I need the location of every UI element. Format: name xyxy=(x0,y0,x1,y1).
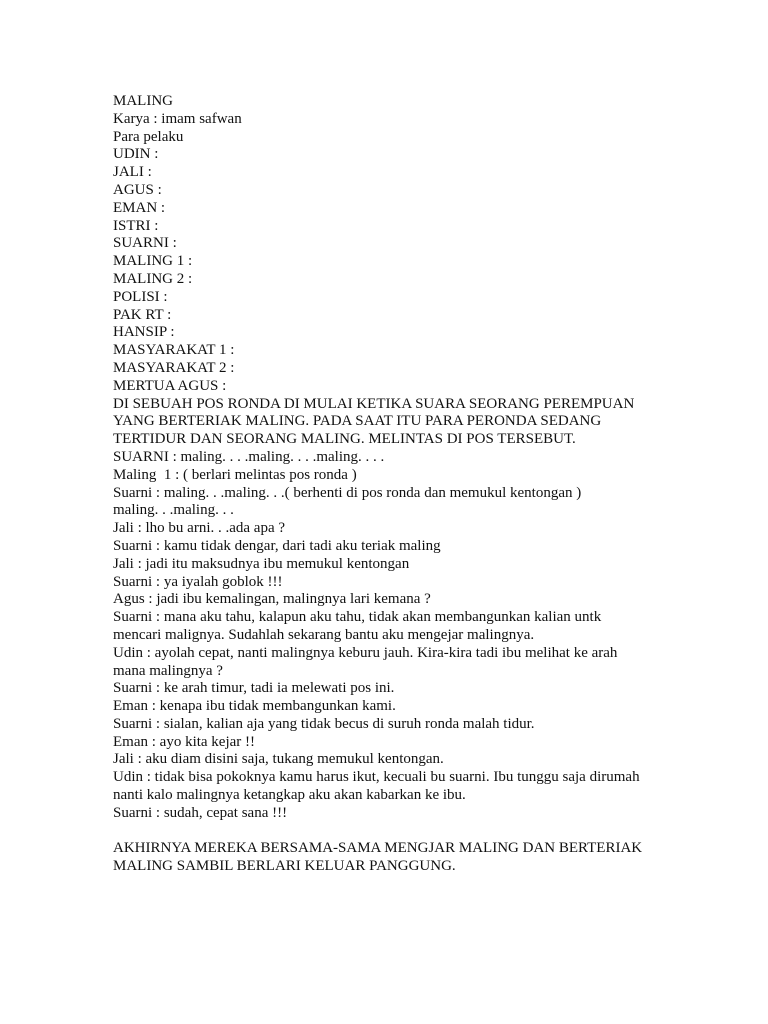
closing-line: AKHIRNYA MEREKA BERSAMA-SAMA MENGJAR MALING DAN BERTERIAK xyxy=(113,840,643,857)
script-line: Agus : jadi ibu kemalingan, malingnya lari kemana ? xyxy=(113,591,431,608)
script-line: SUARNI : maling. . . .maling. . . .maling. . . . xyxy=(113,448,385,465)
script-line: DI SEBUAH POS RONDA DI MULAI KETIKA SUARA SEORANG PEREMPUAN xyxy=(113,395,635,412)
script-line: Eman : kenapa ibu tidak membangunkan kami. xyxy=(113,698,396,715)
cast-item: SUARNI : xyxy=(113,235,177,252)
document-title: MALING xyxy=(113,93,173,109)
cast-item: MALING 2 : xyxy=(113,270,193,287)
script-body xyxy=(113,396,673,823)
cast-item: POLISI : xyxy=(113,288,168,305)
cast-item: ISTRI : xyxy=(113,217,159,234)
script-line: Eman : ayo kita kejar !! xyxy=(113,733,256,750)
script-line: TERTIDUR DAN SEORANG MALING. MELINTAS DI POS TERSEBUT. xyxy=(113,431,576,448)
script-line: maling. . .maling. . . xyxy=(113,502,234,519)
cast-item: MASYARAKAT 2 : xyxy=(113,359,235,376)
cast-item: MASYARAKAT 1 : xyxy=(113,342,235,359)
paragraph-spacer xyxy=(113,823,673,841)
closing-line: MALING SAMBIL BERLARI KELUAR PANGGUNG. xyxy=(113,858,456,875)
script-line: nanti kalo malingnya ketangkap aku akan kabarkan ke ibu. xyxy=(113,787,466,804)
script-line: Udin : ayolah cepat, nanti malingnya keburu jauh. Kira-kira tadi ibu melihat ke arah xyxy=(113,644,618,661)
cast-item: PAK RT : xyxy=(113,306,172,323)
script-line: Jali : lho bu arni. . .ada apa ? xyxy=(113,520,286,537)
cast-item: UDIN : xyxy=(113,146,159,163)
script-line: Suarni : ke arah timur, tadi ia melewati pos ini. xyxy=(113,680,395,697)
script-line: Suarni : kamu tidak dengar, dari tadi aku teriak maling xyxy=(113,537,441,554)
cast-item: HANSIP : xyxy=(113,324,175,341)
script-line: Suarni : maling. . .maling. . .( berhenti di pos ronda dan memukul kentongan ) xyxy=(113,484,582,501)
script-line: Udin : tidak bisa pokoknya kamu harus ikut, kecuali bu suarni. Ibu tunggu saja dirumah xyxy=(113,769,640,786)
script-line: Suarni : sialan, kalian aja yang tidak becus di suruh ronda malah tidur. xyxy=(113,715,535,732)
script-line: Suarni : sudah, cepat sana !!! xyxy=(113,804,288,821)
script-line: Jali : jadi itu maksudnya ibu memukul kentongan xyxy=(113,555,410,572)
script-line: mana malingnya ? xyxy=(113,662,223,679)
script-line: YANG BERTERIAK MALING. PADA SAAT ITU PARA PERONDA SEDANG xyxy=(113,413,602,430)
script-line: mencari malignya. Sudahlah sekarang bantu aku mengejar malingnya. xyxy=(113,626,535,643)
script-line: Jali : aku diam disini saja, tukang memukul kentongan. xyxy=(113,751,444,768)
script-line: Maling 1 : ( berlari melintas pos ronda ) xyxy=(113,466,357,483)
script-line: Suarni : mana aku tahu, kalapun aku tahu, tidak akan membangunkan kalian untk xyxy=(113,609,602,626)
cast-item: AGUS : xyxy=(113,181,162,198)
cast-list xyxy=(113,146,673,395)
script-line: Suarni : ya iyalah goblok !!! xyxy=(113,573,283,590)
cast-item: MERTUA AGUS : xyxy=(113,377,227,394)
document-author: Karya : imam safwan xyxy=(113,110,242,127)
cast-item: MALING 1 : xyxy=(113,253,193,270)
cast-item: JALI : xyxy=(113,164,152,181)
cast-item: EMAN : xyxy=(113,199,166,216)
closing-paragraph xyxy=(113,840,673,876)
document-body xyxy=(113,93,673,876)
cast-heading: Para pelaku xyxy=(113,128,184,145)
